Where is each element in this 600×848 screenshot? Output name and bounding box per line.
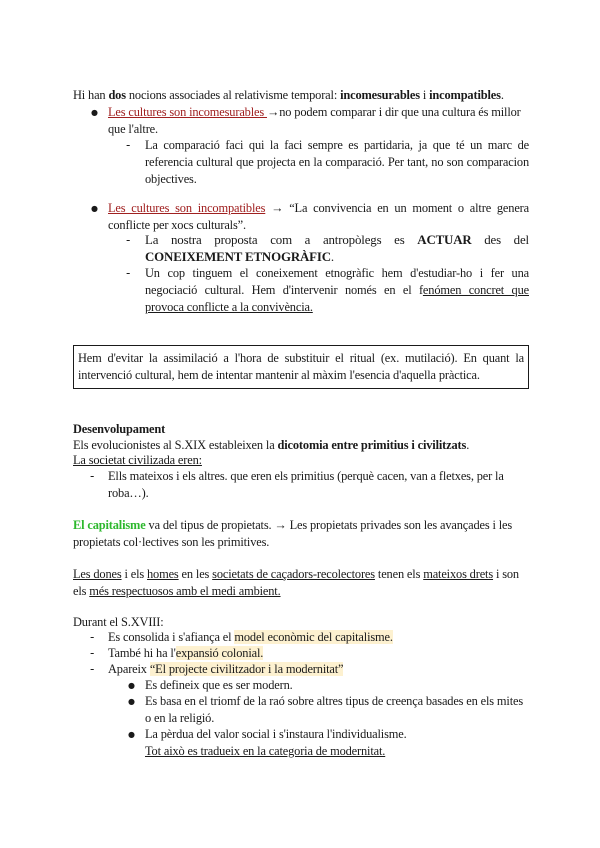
bullet-incompatibles	[91, 200, 529, 234]
incompatibles-text: → “La convivencia en un moment o altre genera conflicte per xocs culturals”.	[108, 201, 529, 232]
sub-incompatibles-1	[126, 232, 529, 266]
dones-u: societats de caçadors-recolectores	[212, 567, 375, 581]
sub2-underlined: enómen concret que provoca conflicte a la convivència.	[145, 283, 529, 314]
dones-text: en les	[178, 567, 213, 581]
capitalisme-paragraph	[73, 517, 529, 551]
bullet-incomesurables	[91, 104, 529, 138]
dones-text: i son els	[73, 567, 519, 598]
intro-text: nocions associades al relativisme temporal:	[125, 88, 341, 102]
dones-text: i els	[121, 567, 147, 581]
dones-u: homes	[147, 567, 179, 581]
bullet-dot-icon: ●	[128, 730, 135, 739]
dash-icon: -	[126, 233, 131, 247]
evol-bold: dicotomia entre primitius i civilitzats	[277, 438, 467, 452]
intro-text: .	[500, 88, 504, 102]
sub2-text: Un cop tinguem el coneixement etnogràfic hem d'estudiar-ho i fer una negociació cultural. Hem d'intervenir només en el f	[145, 266, 529, 297]
dones-u: més respectuosos amb el medi ambient.	[89, 584, 281, 598]
xviii-sub-text: La pèrdua del valor social i s'instaura l'individualisme.	[145, 727, 407, 741]
societat-civilizada-line: La societat civilizada eren:	[73, 453, 202, 467]
capitalisme-highlight: El capitalisme	[73, 518, 146, 532]
dash-icon: -	[90, 630, 95, 644]
intro-text: Hi han	[73, 88, 109, 102]
incomesurables-text: →no podem comparar i dir que una cultura és millor que l'altre.	[108, 105, 521, 136]
heading-desenvolupament: Desenvolupament	[73, 422, 166, 436]
bullet-dot-icon: ●	[91, 204, 98, 213]
dash-icon: -	[126, 138, 131, 152]
incomesurables-link[interactable]: Les cultures son incomesurables	[108, 105, 267, 119]
sub1-text: .	[330, 250, 334, 264]
sub1-bold-coneixement: CONEIXEMENT ETNOGRÀFIC	[145, 250, 331, 264]
capitalisme-text: va del tipus de propietats. → Les propietats privades son les avançades i les propietats col·lectives son les primitives.	[73, 518, 513, 549]
xviii-sub-2	[128, 693, 529, 727]
incomesurables-subtext: La comparació faci qui la faci sempre es partidaria, ja que té un marc de referencia cultural que projecta en la comparació. Per tant, no son comparacion objectives.	[145, 138, 529, 186]
bullet-dot-icon: ●	[91, 108, 98, 117]
xviii-text: També hi ha l'	[108, 646, 176, 660]
xviii-title: Durant el S.XVIII:	[73, 615, 164, 629]
dones-text: tenen els	[374, 567, 424, 581]
xviii-item-2	[90, 645, 529, 662]
sub1-text: des del	[471, 233, 529, 247]
sub-incomesurables	[126, 137, 529, 188]
dones-u: mateixos drets	[423, 567, 494, 581]
intro-paragraph	[73, 87, 529, 104]
civilizada-subtext: Ells mateixos i els altres. que eren els primitius (perquè cacen, van a fletxes, per la roba…).	[108, 469, 504, 500]
xviii-highlight: “El projecte civilitzador i la modernitat”	[149, 662, 344, 676]
bullet-dot-icon: ●	[128, 681, 135, 690]
dash-icon: -	[90, 662, 95, 676]
xviii-item-3	[90, 661, 529, 678]
intro-bold-dos: dos	[108, 88, 126, 102]
xviii-sub-text: Es defineix que es ser modern.	[145, 678, 293, 692]
evol-text: Els evolucionistes al S.XIX estableixen la	[73, 438, 278, 452]
xviii-sub-text: Es basa en el triomf de la raó sobre altres tipus de creença basades en els mites o en la religió.	[145, 694, 524, 725]
sub1-bold-actuar: ACTUAR	[417, 233, 472, 247]
xviii-sub-3	[128, 726, 529, 760]
dones-paragraph	[73, 566, 529, 600]
note-text: Hem d'evitar la assimilació a l'hora de substituir el ritual (ex. mutilació). En quant la intervenció cultural, hem de intentar mantenir al màxim l'esencia d'aquella pràctica.	[78, 351, 524, 382]
dones-u: Les dones	[73, 567, 122, 581]
xviii-highlight: model econòmic del capitalisme.	[234, 630, 393, 644]
sub-civilizada	[90, 468, 529, 502]
note-box	[73, 345, 529, 389]
sub1-text: La nostra proposta com a antropòlegs es	[145, 233, 418, 247]
xviii-text: Es consolida i s'afiança el	[108, 630, 235, 644]
incompatibles-link[interactable]: Les cultures son incompatibles	[108, 201, 266, 215]
intro-bold-incompatibles: incompatibles	[429, 88, 501, 102]
xviii-sub-underlined: Tot això es tradueix en la categoria de modernitat.	[145, 744, 386, 758]
xviii-sub-1	[128, 677, 529, 694]
intro-bold-incomesurables: incomesurables	[340, 88, 420, 102]
bullet-dot-icon: ●	[128, 697, 135, 706]
dash-icon: -	[126, 266, 131, 280]
sub-incompatibles-2	[126, 265, 529, 316]
xviii-text: Apareix	[108, 662, 150, 676]
dash-icon: -	[90, 646, 95, 660]
xviii-item-1	[90, 629, 529, 646]
evol-text: .	[466, 438, 470, 452]
intro-text: i	[419, 88, 430, 102]
section-heading	[73, 421, 529, 438]
xviii-highlight: expansió colonial.	[175, 646, 264, 660]
dash-icon: -	[90, 469, 95, 483]
